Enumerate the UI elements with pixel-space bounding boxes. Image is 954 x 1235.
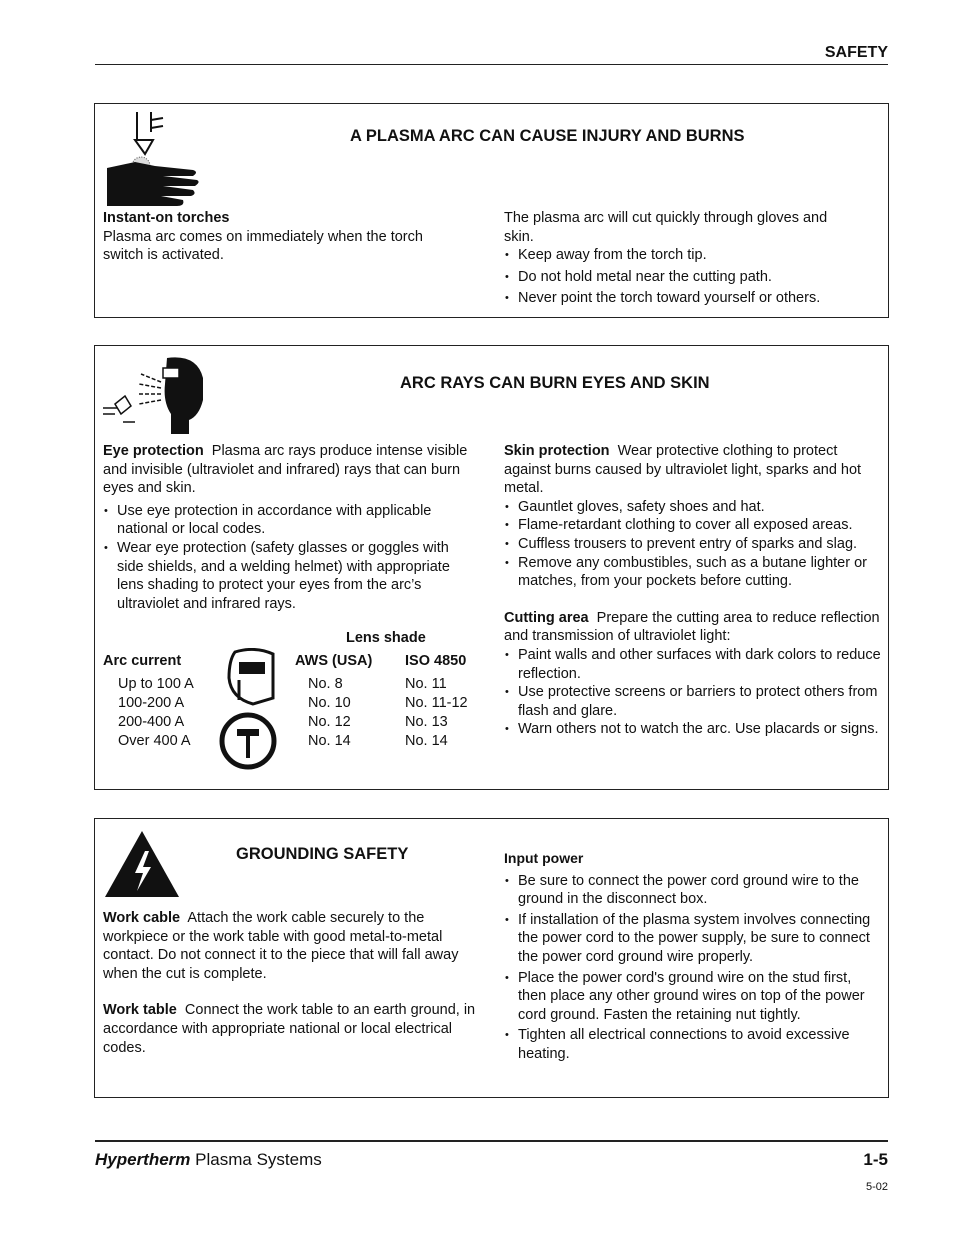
- list-item: • Flame-retardant clothing to cover all exposed areas.: [504, 516, 882, 535]
- plasma-arc-warning-box: [94, 103, 889, 318]
- plasma-arc-bullets: [504, 246, 844, 308]
- eye-protection-bullets: [103, 502, 478, 614]
- brand-logo: Hypertherm: [95, 1150, 191, 1169]
- table-cell: No. 10: [308, 695, 351, 711]
- cutting-area-heading: Cutting area: [504, 609, 589, 626]
- revision-date: 5-02: [865, 1181, 888, 1193]
- arc-current-header: Arc current: [103, 653, 182, 669]
- table-cell: No. 13: [405, 714, 448, 730]
- list-item: • Gauntlet gloves, safety shoes and hat.: [504, 498, 882, 517]
- list-item: • Remove any combustibles, such as a butane lighter or matches, from your pockets before cutting.: [504, 554, 882, 591]
- lens-shade-heading: Lens shade: [346, 630, 426, 646]
- arc-rays-helmet-icon: [101, 354, 205, 434]
- torch-hand-icon: [105, 110, 201, 208]
- table-cell: Up to 100 A: [118, 676, 194, 692]
- electrical-hazard-icon: [103, 829, 181, 899]
- list-item: • Wear eye protection (safety glasses or goggles with side shields, and a welding helmet) with appropriate lens shading to protect your eyes from the arc’s ultraviolet and infrared rays.: [103, 539, 478, 613]
- work-cable-heading: Work cable: [103, 910, 181, 926]
- input-power-bullets: [504, 872, 882, 1064]
- table-cell: No. 11-12: [405, 695, 468, 711]
- table-cell: No. 8: [308, 676, 343, 692]
- work-table-heading: Work table: [103, 1002, 177, 1019]
- list-item: • Tighten all electrical connections to avoid excessive heating.: [504, 1026, 882, 1063]
- table-cell: 200-400 A: [118, 714, 185, 730]
- work-table-text: Connect the work table to an earth ground, in accordance with appropriate national or local electrical codes.: [103, 1002, 476, 1056]
- skin-protection-bullets: [504, 498, 882, 591]
- product-name: Plasma Systems: [195, 1150, 322, 1169]
- page-header: [95, 44, 888, 65]
- aws-header: AWS (USA): [295, 653, 373, 669]
- table-cell: No. 11: [405, 676, 447, 692]
- instant-on-heading: Instant-on torches: [103, 210, 230, 226]
- table-cell: 100-200 A: [118, 695, 185, 711]
- list-item: • Be sure to connect the power cord ground wire to the ground in the disconnect box.: [504, 872, 882, 909]
- section-title: SAFETY: [824, 44, 888, 61]
- page-footer: [95, 1140, 888, 1193]
- list-item: • Do not hold metal near the cutting path.: [504, 268, 844, 287]
- box1-title: A PLASMA ARC CAN CAUSE INJURY AND BURNS: [350, 127, 745, 145]
- list-item: • Cuffless trousers to prevent entry of sparks and slag.: [504, 535, 882, 554]
- arc-rays-warning-box: [94, 345, 889, 790]
- list-item: • Paint walls and other surfaces with dark colors to reduce reflection.: [504, 646, 882, 683]
- list-item: • Use eye protection in accordance with applicable national or local codes.: [103, 502, 478, 539]
- list-item: • Place the power cord's ground wire on the stud first, then place any other ground wires on top of the power cord ground. Fasten the retaining nut tightly.: [504, 969, 882, 1025]
- welding-helmet-icon: [225, 648, 277, 706]
- table-cell: No. 14: [405, 733, 448, 749]
- table-cell: Over 400 A: [118, 733, 191, 749]
- eye-protection-text: Plasma arc rays produce intense visible and invisible (ultraviolet and infrared) rays that can burn eyes and skin.: [103, 443, 468, 497]
- instant-on-text: Plasma arc comes on immediately when the torch switch is activated.: [103, 228, 423, 264]
- list-item: • If installation of the plasma system involves connecting the power cord to the power supply, be sure to connect the power cord ground wire properly.: [504, 911, 882, 967]
- box2-title: ARC RAYS CAN BURN EYES AND SKIN: [400, 374, 710, 392]
- plasma-arc-intro: The plasma arc will cut quickly through gloves and skin.: [504, 210, 828, 245]
- cutting-area-text: Prepare the cutting area to reduce reflection and transmission of ultraviolet light:: [504, 609, 880, 645]
- footer-brand: [95, 1151, 322, 1170]
- safety-goggles-icon: [218, 710, 278, 772]
- iso-header: ISO 4850: [405, 653, 467, 669]
- eye-protection-heading: Eye protection: [103, 443, 204, 459]
- table-cell: No. 14: [308, 733, 351, 749]
- cutting-area-bullets: [504, 646, 882, 739]
- list-item: • Warn others not to watch the arc. Use placards or signs.: [504, 720, 882, 739]
- grounding-safety-box: [94, 818, 889, 1098]
- work-cable-text: Attach the work cable securely to the workpiece or the work table with good metal-to-metal contact. Do not connect it to the piece that will fall away when the cut is complete.: [103, 910, 459, 982]
- skin-protection-text: Wear protective clothing to protect against burns caused by ultraviolet light, sparks and hot metal.: [504, 443, 862, 497]
- page-number: 1-5: [863, 1150, 888, 1169]
- table-cell: No. 12: [308, 714, 351, 730]
- input-power-heading: Input power: [504, 850, 584, 866]
- list-item: • Never point the torch toward yourself or others.: [504, 289, 844, 308]
- list-item: • Use protective screens or barriers to protect others from flash and glare.: [504, 683, 882, 720]
- skin-protection-heading: Skin protection: [504, 443, 610, 459]
- list-item: • Keep away from the torch tip.: [504, 246, 844, 265]
- box3-title: GROUNDING SAFETY: [236, 845, 409, 863]
